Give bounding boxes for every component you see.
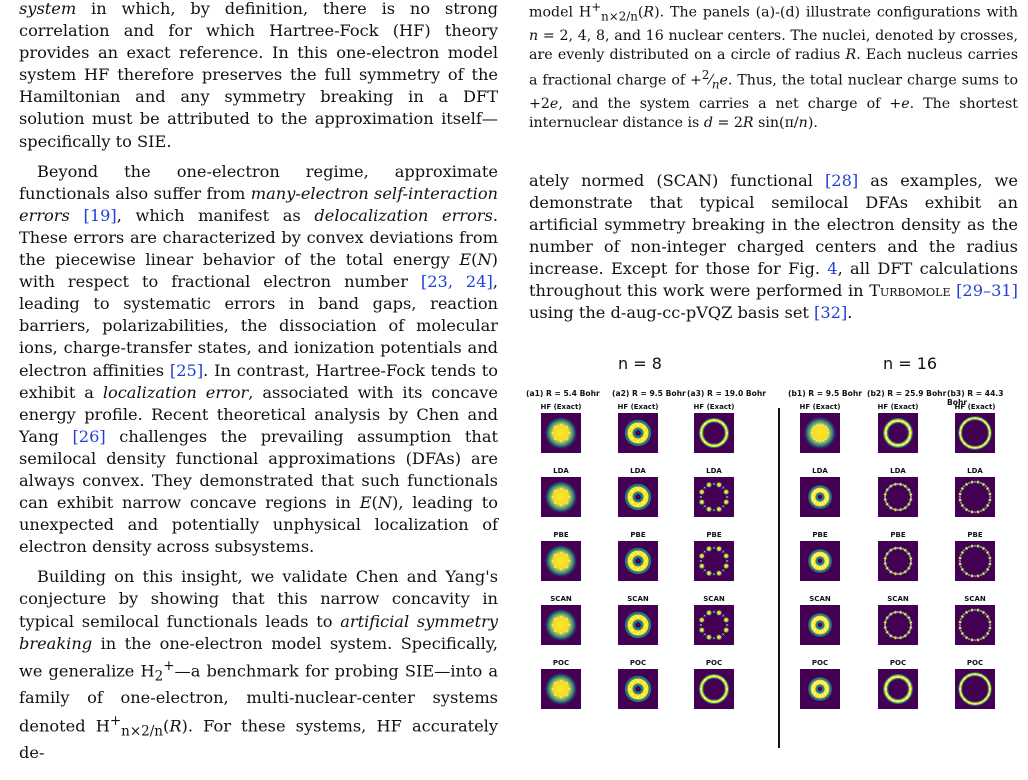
density-panel [791,530,849,581]
density-panel [869,658,927,709]
density-panel [869,594,927,645]
density-map [878,605,918,645]
density-map [694,477,734,517]
density-map [955,413,995,453]
density-map [955,477,995,517]
density-panel [609,466,667,517]
method-label: POC [966,659,984,667]
density-map [800,605,840,645]
density-panel [532,402,590,453]
density-panel [609,658,667,709]
density-panel [791,466,849,517]
density-panel [609,530,667,581]
method-label: SCAN [550,595,572,603]
method-label: PBE [890,531,906,539]
method-label: HF (Exact) [617,403,659,411]
density-panel [946,530,1004,581]
method-label: SCAN [627,595,649,603]
method-label: LDA [553,467,569,475]
density-map [800,477,840,517]
density-map [541,413,581,453]
group-title-n8: n = 8 [618,354,662,373]
density-panel [685,594,743,645]
method-label: SCAN [887,595,909,603]
density-map [694,669,734,709]
density-panel [791,402,849,453]
paragraph-1: system in which, by definition, there is no strong correlation and for which Hartree-Fock (HF) theory provides an exact reference. In this one-electron model system HF therefore preserves the full symmetry of the Hamiltonian and any symmetry breaking in a DFT solution must be attributed to the approximation itself—specifically to SIE. [19,0,498,151]
method-label: SCAN [964,595,986,603]
density-map [618,477,658,517]
density-panel [946,594,1004,645]
density-map [878,669,918,709]
density-figure [521,354,1021,750]
method-label: PBE [630,531,646,539]
method-label: LDA [630,467,646,475]
method-label: PBE [553,531,569,539]
method-label: PBE [967,531,983,539]
density-panel [685,530,743,581]
density-map [878,541,918,581]
density-panel [532,530,590,581]
density-map [541,605,581,645]
sublabel-a3: (a3) R = 19.0 Bohr [687,389,767,398]
density-map [541,541,581,581]
density-map [618,413,658,453]
density-panel [869,530,927,581]
density-map [694,541,734,581]
density-map [955,669,995,709]
density-map [618,669,658,709]
sublabel-a1: (a1) R = 5.4 Bohr [526,389,600,398]
density-map [800,541,840,581]
density-panel [869,402,927,453]
density-panel [946,466,1004,517]
density-panel [532,594,590,645]
method-label: SCAN [703,595,725,603]
density-panel [685,466,743,517]
method-label: LDA [706,467,722,475]
density-panel [869,466,927,517]
sublabel-b3: (b3) R = 44.3 Bohr [947,389,1004,407]
group-divider [778,408,780,748]
density-panel [609,594,667,645]
sublabel-b1: (b1) R = 9.5 Bohr [788,389,863,398]
density-map [878,413,918,453]
density-map [694,605,734,645]
method-label: POC [811,659,829,667]
density-map [694,413,734,453]
density-panel [946,658,1004,709]
paragraph-3: Building on this insight, we validate Chen and Yang's conjecture by showing that this narrow concavity in typical semilocal functionals leads to artificial symmetry breaking in the one-electron model system. Specifically, we generalize $H_2^+—a$ benchmark for probing SIE—into a family of one-electron, multi-nuclear-center systems denoted $H^+_{n\times 2/n}(R)$. For these systems, HF accurately de- [19,567,498,763]
density-map [955,541,995,581]
density-panel [685,402,743,453]
method-label: LDA [890,467,906,475]
method-label: POC [629,659,647,667]
density-panel [946,402,1004,453]
method-label: PBE [812,531,828,539]
density-map [800,413,840,453]
method-label: HF (Exact) [877,403,919,411]
method-label: HF (Exact) [540,403,582,411]
paragraph-body-right: ately normed (SCAN) functional [28] as examples, we demonstrate that typical semilocal DFAs exhibit an artificial symmetry breaking in the electron density as the number of non-integer charged centers and the radius increase. Except for those for Fig. 4, all DFT calculations throughout this work were performed in Turbomole [29–31] using the d-aug-cc-pVQZ basis set [32]. [529,170,1019,323]
density-panel [791,594,849,645]
method-label: HF (Exact) [954,403,996,411]
density-map [618,605,658,645]
density-panel [791,658,849,709]
method-label: LDA [967,467,983,475]
sublabel-a2: (a2) R = 9.5 Bohr [612,389,686,398]
method-label: HF (Exact) [799,403,841,411]
density-map [800,669,840,709]
density-map [955,605,995,645]
right-column [529,0,1018,324]
density-map [618,541,658,581]
density-map [541,669,581,709]
paragraph-2: Beyond the one-electron regime, approximate functionals also suffer from many-electron self-interaction errors [19], which manifest as delocalization errors. These errors are characterized by convex deviations from the piecewise linear behavior of the total energy E(N) with respect to fractional electron number [23, 24], leading to systematic errors in band gaps, reaction barriers, polarizabilities, the dissociation of molecular ions, charge-transfer states, and ionization potentials and electron affinities [25]. In contrast, Hartree-Fock tends to exhibit a localization error, associated with its concave energy profile. Recent theoretical analysis by Chen and Yang [26] challenges the prevailing assumption that semilocal density functional approximations (DFAs) are always convex. They demonstrated that such functionals can exhibit narrow concave regions in E(N), leading to unexpected and potentially unphysical localization of electron density across subsystems. [19,161,498,557]
density-panel [532,658,590,709]
sublabel-b2: (b2) R = 25.9 Bohr [867,389,947,398]
method-label: LDA [812,467,828,475]
density-panel [532,466,590,517]
density-map [541,477,581,517]
density-map [878,477,918,517]
group-title-n16: n = 16 [883,354,938,373]
method-label: POC [889,659,907,667]
density-panel [609,402,667,453]
left-column [19,0,498,764]
figure-caption: model $H^+_{n\times 2/n}(R)$. The panels (a)-(d) illustrate configurations with n = 2, 4, 8, and 16 nuclear centers. The nuclei, denoted by crosses, are evenly distributed on a circle of radius R. Each nucleus carries a fractional charge of $+^2⁄_ne$. Thus, the total nuclear charge sums to +2e, and the system carries a net charge of +e. The shortest internuclear distance is d = 2R sin(π/n). [529,0,1018,132]
method-label: HF (Exact) [693,403,735,411]
method-label: POC [552,659,570,667]
method-label: POC [705,659,723,667]
method-label: SCAN [809,595,831,603]
density-panel [685,658,743,709]
method-label: PBE [706,531,722,539]
